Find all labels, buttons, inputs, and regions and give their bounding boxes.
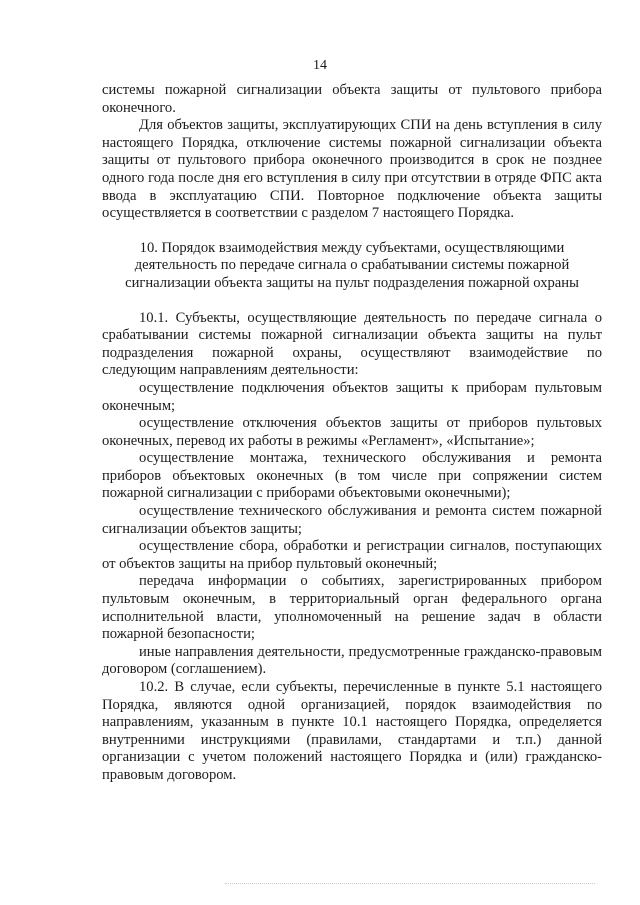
page-number: 14 xyxy=(313,58,327,73)
section-heading: 10. Порядок взаимодействия между субъектами, осуществляющими деятельность по передаче сигнала о срабатывании системы пожарной сигнализации объекта защиты на пульт подразделения пожарной охраны xyxy=(125,239,579,291)
paragraph-10-1: 10.1. Субъекты, осуществляющие деятельность по передаче сигнала о срабатывании системы пожарной сигнализации объекта защиты на пульт подразделения пожарной охраны, осуществляют взаимодействие по следующим направлениям деятельности: xyxy=(102,309,602,379)
scan-artifact-line xyxy=(225,883,595,885)
list-item-installation: осуществление монтажа, технического обслуживания и ремонта приборов объектовых оконечных (в том числе при сопряжении систем пожарной сигнализации с приборами объектовыми оконечными); xyxy=(102,450,602,502)
list-item-signal-collection: осуществление сбора, обработки и регистрации сигналов, поступающих от объектов защиты на прибор пультовый оконечный; xyxy=(102,538,602,572)
paragraph-existing-objects: Для объектов защиты, эксплуатирующих СПИ на день вступления в силу настоящего Порядка, отключение системы пожарной сигнализации объекта защиты от пультового прибора оконечного производится в срок не позднее одного года после дня его вступления в силу при отсутствии в отряде ФПС акта ввода в эксплуатацию СПИ. Повторное подключение объекта защиты осуществляется в соответствии с разделом 7 настоящего Порядка. xyxy=(102,117,602,222)
list-item-connection: осуществление подключения объектов защиты к приборам пультовым оконечным; xyxy=(102,379,602,414)
list-item-other-activities: иные направления деятельности, предусмотренные гражданско-правовым договором (соглашением). xyxy=(102,643,602,678)
document-body xyxy=(102,82,602,785)
paragraph-continuation: системы пожарной сигнализации объекта защиты от пультового прибора оконечного. xyxy=(102,82,602,116)
list-item-disconnection: осуществление отключения объектов защиты от приборов пультовых оконечных, перевод их работы в режимы «Регламент», «Испытание»; xyxy=(102,415,602,449)
list-item-information-transfer: передача информации о событиях, зарегистрированных прибором пультовым оконечным, в территориальный орган федерального органа исполнительной власти, уполномоченный на решение задач в области пожарной безопасности; xyxy=(102,573,602,643)
list-item-maintenance: осуществление технического обслуживания и ремонта систем пожарной сигнализации объектов защиты; xyxy=(102,503,602,537)
paragraph-10-2: 10.2. В случае, если субъекты, перечисленные в пункте 5.1 настоящего Порядка, являются одной организацией, порядок взаимодействия по направлениям, указанным в пункте 10.1 настоящего Порядка, определяется внутренними инструкциями (правилами, стандартами и т.п.) данной организации с учетом положений настоящего Порядка и (или) гражданско-правовым договором. xyxy=(102,679,602,783)
